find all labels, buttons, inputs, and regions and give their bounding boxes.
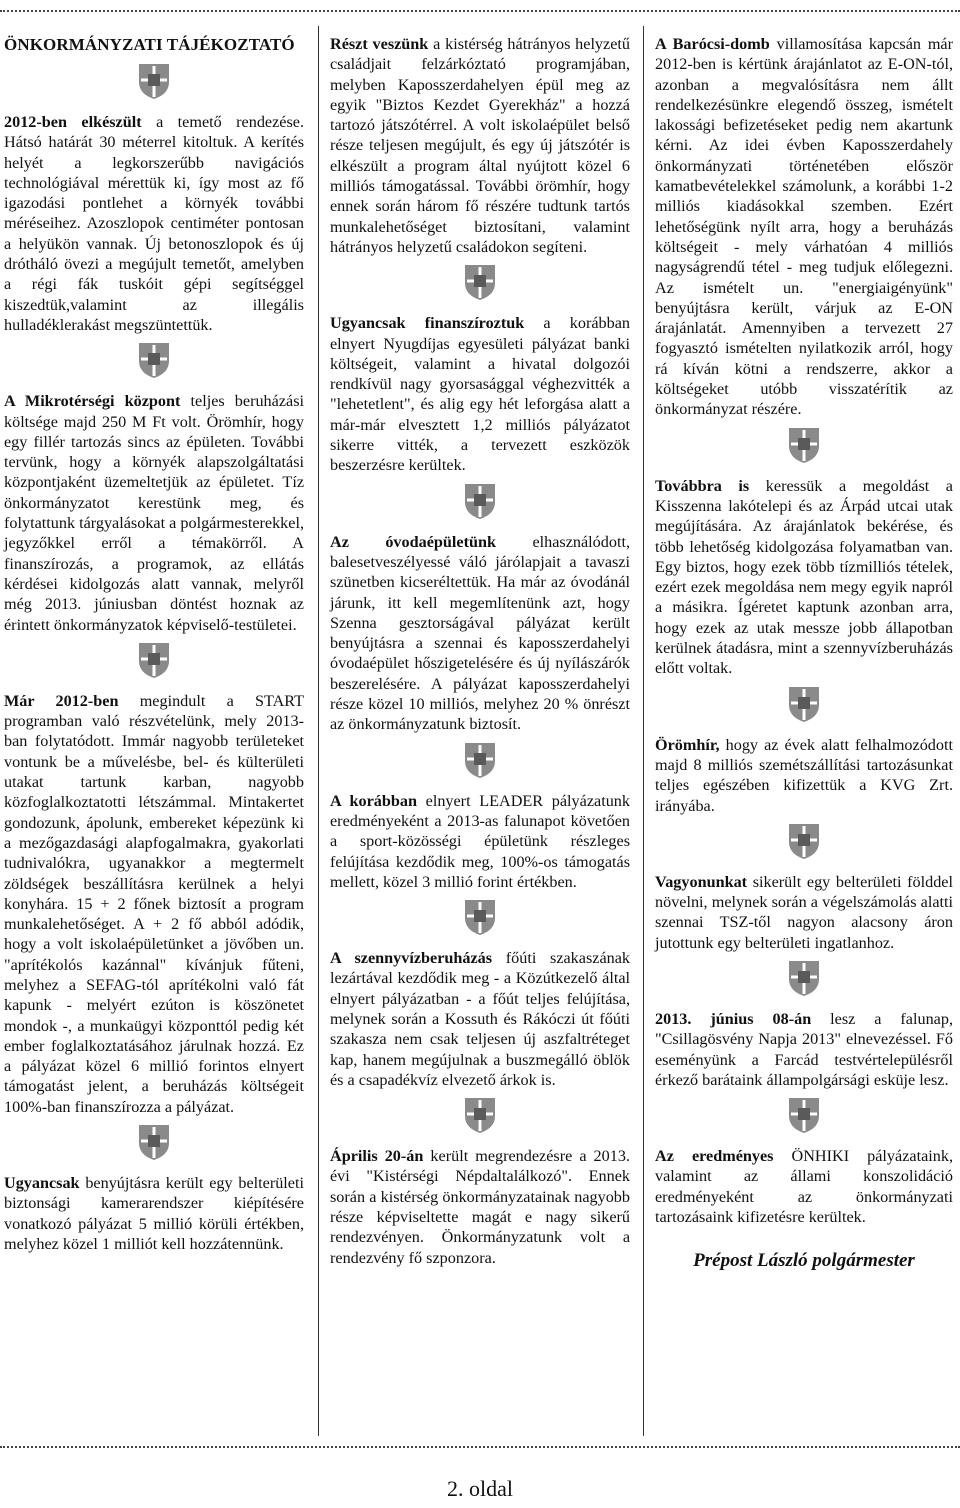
crest-icon — [787, 685, 821, 723]
crest-icon — [787, 822, 821, 860]
barocsi-hill-paragraph: A Barócsi-domb villamosítása kapcsán már 2012-ben is kértünk árajánlatot az E-ON-tól, azonban a megvalósításra nem állt rendelkezésünkre elegendő összeg, ismételt lakossági befizetéseket pedig nem akartunk kérni. Az idei évben Kaposszerdahely önkormányzati történetében először kamatbevételekkel számolunk, a korábbi 1-2 milliós kiadásokkal szemben. Ezért lehetőségünk nyílt arra, hogy a beruházás költségeit - mely várhatóan 4 milliós nagyságrendű tétel - meg tudjuk előlegezni. Az ismételt un. "energiaigényünk" benyújtásra került, várjuk az E-ON árajánlatát. Amennyiben a tervezett 27 fogyasztó ismételten nyilatkozik arról, hogy rá kíván kötni a rendszerre, akkor a költségeket utóbb visszatérítik az önkormányzat részére. — [655, 35, 953, 419]
crest-icon — [463, 741, 497, 779]
crest-icon — [787, 1096, 821, 1134]
crest-icon — [137, 1123, 171, 1161]
microregion-center-paragraph: A Mikrotérségi központ teljes beruházási költsége majd 250 M Ft volt. Örömhír, hogy egy fillér tartozás sincs az épületen. További tervünk, hogy a környék alapszolgáltatási központjaként üzemeltetjük az épületet. Tíz önkormányzatot kerestünk meg, és folytattunk tárgyalásokat a polgármesterekkel, jegyzőkkel erről a témakörről. A finanszírozás, a programok, az ellátás kérdései kidolgozás alatt vannak, melyről még 2013. júniusban döntést hoznak az érintett önkormányzatok képviselő-testületei. — [4, 392, 305, 634]
folk-song-meeting-paragraph: Április 20-án került megrendezésre a 2013. évi "Kistérségi Népdaltalálkozó". Ennek során a kistérség önkormányzatainak nagyobb része képviseltette magát e nagy sikerű rendezvényen. Önkormányzatunk volt a rendezvény fő szponzora. — [330, 1147, 630, 1267]
crest-icon — [463, 263, 497, 301]
page-title: ÖNKORMÁNYZATI TÁJÉKOZTATÓ — [4, 35, 295, 54]
kindergarten-paragraph: Az óvodaépületünk elhasználódott, balesetveszélyessé váló járólapjait a tavaszi szünetben kicseréltettük. Ha már az óvodánál járunk, itt kell megemlítenünk azt, hogy Szenna gesztorságával pályázat került benyújtásra a szennai és kaposszerdahelyi óvodaépület hőszigetelésére és új nyílászárók beszerelésére. A pályázat kaposszerdahelyi része közel 10 milliós, melyhez 20 % önrészt az önkormányzatunk biztosít. — [330, 532, 631, 734]
roads-paragraph: Továbbra is keressük a megoldást a Kisszenna lakótelepi és az Árpád utcai utak megújítására. Az árajánlatok bekérése, és több lehetőség kidolgozása folyamatban van. Egy biztos, hogy ezek több tízmilliós tételek, ezért ezek megoldása nem megy egyik napról a másikra. Ígéretet kaptunk azonban arra, hogy ezek az utak messze jobb állapotban kerülnek átadásra, mint a szennyvízberuházás előtt voltak. — [655, 476, 953, 678]
column-divider-2 — [643, 26, 644, 1436]
bottom-dotted-rule — [0, 1446, 960, 1448]
start-program-paragraph: Már 2012-ben megindult a START programban való részvételünk, mely 2013-ban folytatódott. Immár nagyobb területeket vontunk be a művelésbe, bel- és külterületi utakat tartunk karban, nagyobb közfoglalkoztatotti létszámmal. Mintakertet gondozunk, ápolunk, embereket képezünk ki a mezőgazdasági alapfogalmakra, gyakorlati tudnivalókra, ugyanakkor a megtermelt zöldségek beszállításra kerülnek a helyi konyhára. 15 + 2 főnek biztosít a program munkalehetőséget. A + 2 fő abból adódik, hogy a volt iskolaépületünket a jövőben un. "aprítékolós kazánnal" kívánjuk fűteni, melyhez a SEFAG-tól aprítékolni való fát kapunk - melyért ezúton is köszönetet mondok -, a munkaügyi központtól pedig két ember foglalkoztatásához járulnak hozzá. Ez a pályázat közel 6 millió forintos elnyert támogatást jelent, a beruházás költségeit 100%-ban finanszírozza a pályázat. — [4, 691, 304, 1116]
crest-icon — [787, 426, 821, 464]
crest-icon — [463, 898, 497, 936]
crest-icon — [463, 1096, 497, 1134]
column-1 — [4, 34, 304, 1254]
leader-grant-paragraph: A korábban elnyert LEADER pályázatunk eredményeként a 2013-as falunapot követően a sport-közösségi épületünk részleges felújítása kezdődik meg, 100%-os támogatás mellett, közel 3 millió forint értékben. — [330, 791, 630, 891]
column-2 — [330, 34, 630, 1268]
village-day-paragraph: 2013. június 08-án lesz a falunap, "Csillagösvény Napja 2013" elnevezéssel. Fő eseményünk a Farcád testvértelepülésről érkező barátaink állampolgársági esküje lesz. — [655, 1009, 953, 1089]
column-3 — [655, 34, 953, 1272]
sewage-paragraph: A szennyvízberuházás főúti szakaszának lezártával kezdődik meg - a Közútkezelő által elnyert pályázatban - a főút teljes felújítása, melynek során a Kossuth és Rákóczi út főúti szakasza nem csak teljesen új aszfaltréteget kap, hanem megújulnak a buszmegálló öblök és a csapadékvíz elvezető árkok is. — [330, 949, 631, 1089]
crest-icon — [137, 641, 171, 679]
top-dotted-rule — [0, 10, 960, 12]
crest-icon — [137, 341, 171, 379]
catch-up-program-paragraph: Részt veszünk a kistérség hátrányos helyzetű családjait felzárkóztató programjában, melyben Kaposszerdahelyen épül meg az egyik "Biztos Kezdet Gyerekház" a hozzá tartozó játszótérrel. A volt iskolaépület belső része teljesen megújult, és egy új játszótér is elkészült a program által nyújtott közel 6 milliós támogatással. További örömhír, hogy ennek során három fő részére tudtunk tartós munkalehetőséget biztosítani, valamint hátrányos helyzetű családokon segíteni. — [330, 35, 630, 256]
column-divider-1 — [318, 26, 319, 1436]
property-paragraph: Vagyonunkat sikerült egy belterületi földdel növelni, melynek során a végelszámolás alatti szennai TSZ-től nagyon alacsony áron jutottunk egy belterületi ingatlanhoz. — [655, 872, 953, 952]
mayor-signature: Prépost László polgármester — [693, 1250, 915, 1272]
camera-system-paragraph: Ugyancsak benyújtásra került egy belterületi biztonsági kamerarendszer kiépítésére vonatkozó pályázat 5 millió körüli értékben, melyhez közel 1 milliót kell hozzátennünk. — [4, 1174, 304, 1253]
pensioners-grant-paragraph: Ugyancsak finanszíroztuk a korábban elnyert Nyugdíjas egyesületi pályázat banki költségeit, valamint a hivatal dolgozói rendkívül nagy gyorsasággal véghezvitték a "lehetetlent", és alig egy hét leforgása alatt a már-már elvesztett 1,2 milliós pályázatot sikerre vitték, a tervezett eszközök beszerzésre kerültek. — [330, 314, 631, 475]
crest-icon — [463, 482, 497, 520]
crest-icon — [137, 62, 171, 100]
page-number: 2. oldal — [447, 1476, 513, 1501]
onhiki-paragraph: Az eredményes ÖNHIKI pályázataink, valamint az állami konszolidáció eredményeként az önkormányzati tartozásaink kifizetésre kerültek. — [655, 1147, 953, 1227]
cemetery-paragraph: 2012-ben elkészült a temető rendezése. Hátsó határát 30 méterrel kitoltuk. A kerítés helyét a legkorszerűbb navigációs technológiával mérettük ki, így most az fő igazodási pontlehet a környék további méréseihez. Azoszlopok centiméter pontosan a helyükön vannak. Új betonoszlopok és új drótháló övezi a megújult temetőt, amelyben a régi fák tuskóit gépi segítséggel kiszedtük,valamint az illegális hulladéklerakást megszüntettük. — [4, 113, 305, 334]
crest-icon — [787, 959, 821, 997]
waste-debt-paragraph: Örömhír, hogy az évek alatt felhalmozódott majd 8 milliós szemétszállítási tartozásunkat teljes egészében kifizettük a KVG Zrt. irányába. — [655, 735, 953, 815]
